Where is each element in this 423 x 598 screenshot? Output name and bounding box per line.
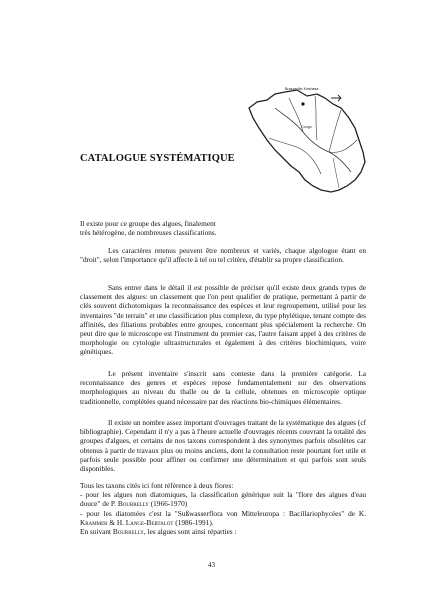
- reference-list: [80, 481, 366, 536]
- paragraph-3-text: Le présent inventaire s'inscrit sans conteste dans la première catégorie. La reconnaissance des genres et espèces repose fondamentalement sur des observations morphologiques au niveau du thalle ou de la cellule, obtenues en microscopie optique traditionnelle, complétées quand nécessaire par des réactions bio-chimiques élémentaires.: [80, 369, 366, 406]
- page-number: 43: [208, 561, 215, 569]
- paragraph-2: [80, 283, 366, 357]
- paragraph-2-text: Sans entrer dans le détail il est possible de préciser qu'il existe deux grands types de classement des algues: un classement que l'on peut qualifier de pratique, permettant à partir de clés souvent dichotomiques la reconnaissance des espèces et leur regroupement, utilisé pour les inventaires "de terrain" et une classification plus complexe, du type phylétique, tenant compte des affinités, des filiations probables entre groupes, concernant plus spécialement la recherche. On peut dire que le microscope est l'instrument du premier cas, l'autre faisant appel à des critères de morphologie ou cytologie ultrastructurales et également à des critères biochimiques, voire génétiques.: [80, 283, 366, 357]
- river-branch-5: [329, 140, 357, 152]
- map-label-top: Brazzaville-Kinshasa: [285, 87, 319, 91]
- page-title: CATALOGUE SYSTÉMATIQUE: [80, 153, 235, 164]
- compass-icon: [331, 95, 341, 101]
- paragraph-4: [80, 418, 366, 473]
- intro-line-1: Il existe pour ce groupe des algues, finalement: [80, 219, 216, 228]
- paragraph-1-text: Les caractères retenus peuvent être nombreux et variés, chaque algologue étant en "droit", selon l'importance qu'il affecte à tel ou tel critère, d'établir sa propre classification.: [80, 246, 366, 265]
- reference-intro: Tous les taxons cités ici font référence à deux flores:: [80, 481, 234, 490]
- map-outline: [249, 90, 365, 192]
- river-main: [275, 108, 351, 172]
- map-label-mid: Congo: [301, 125, 312, 129]
- reference-closing: En suivant Bourrelly, les algues sont ainsi réparties :: [80, 527, 237, 537]
- river-branch-2: [315, 96, 317, 140]
- intro-line-2: très hétérogène, de nombreuses classifications.: [80, 228, 217, 238]
- river-branch-3: [329, 110, 341, 152]
- intro-paragraph: [80, 219, 366, 237]
- reference-item-1: - pour les algues non diatomiques, la classification générique suit la "flore des algues d'eau douce" de P. Bourrelly (1966-1970): [80, 490, 366, 509]
- paragraph-1: [80, 246, 366, 264]
- paragraph-4-text: Il existe un nombre assez important d'ouvrages traitant de la systématique des algues (cf bibliographie). Cependant il n'y a pas à l'heure actuelle d'ouvrages récents couvrant la totalité des groupes d'algues, et certains de nos taxons correspondent à des synonymes parfois obsolètes car obtenus à partir de travaux plus ou moins anciens, dont la consultation reste pourtant fort utile et parfois seule possible pour affiner ou confirmer une détermination et qui parfois sont seuls disponibles.: [80, 418, 366, 474]
- river-branch-6: [333, 158, 339, 188]
- congo-basin-map: [245, 82, 373, 196]
- reference-item-2: - pour les diatomées c'est la "Sußwasserflora von Mitteleuropa : Bacillariophycées" de K. Krammer & H. Lange-Bertalot (1986-1991).: [80, 508, 366, 527]
- paragraph-3: [80, 369, 366, 406]
- city-marker: [301, 102, 304, 105]
